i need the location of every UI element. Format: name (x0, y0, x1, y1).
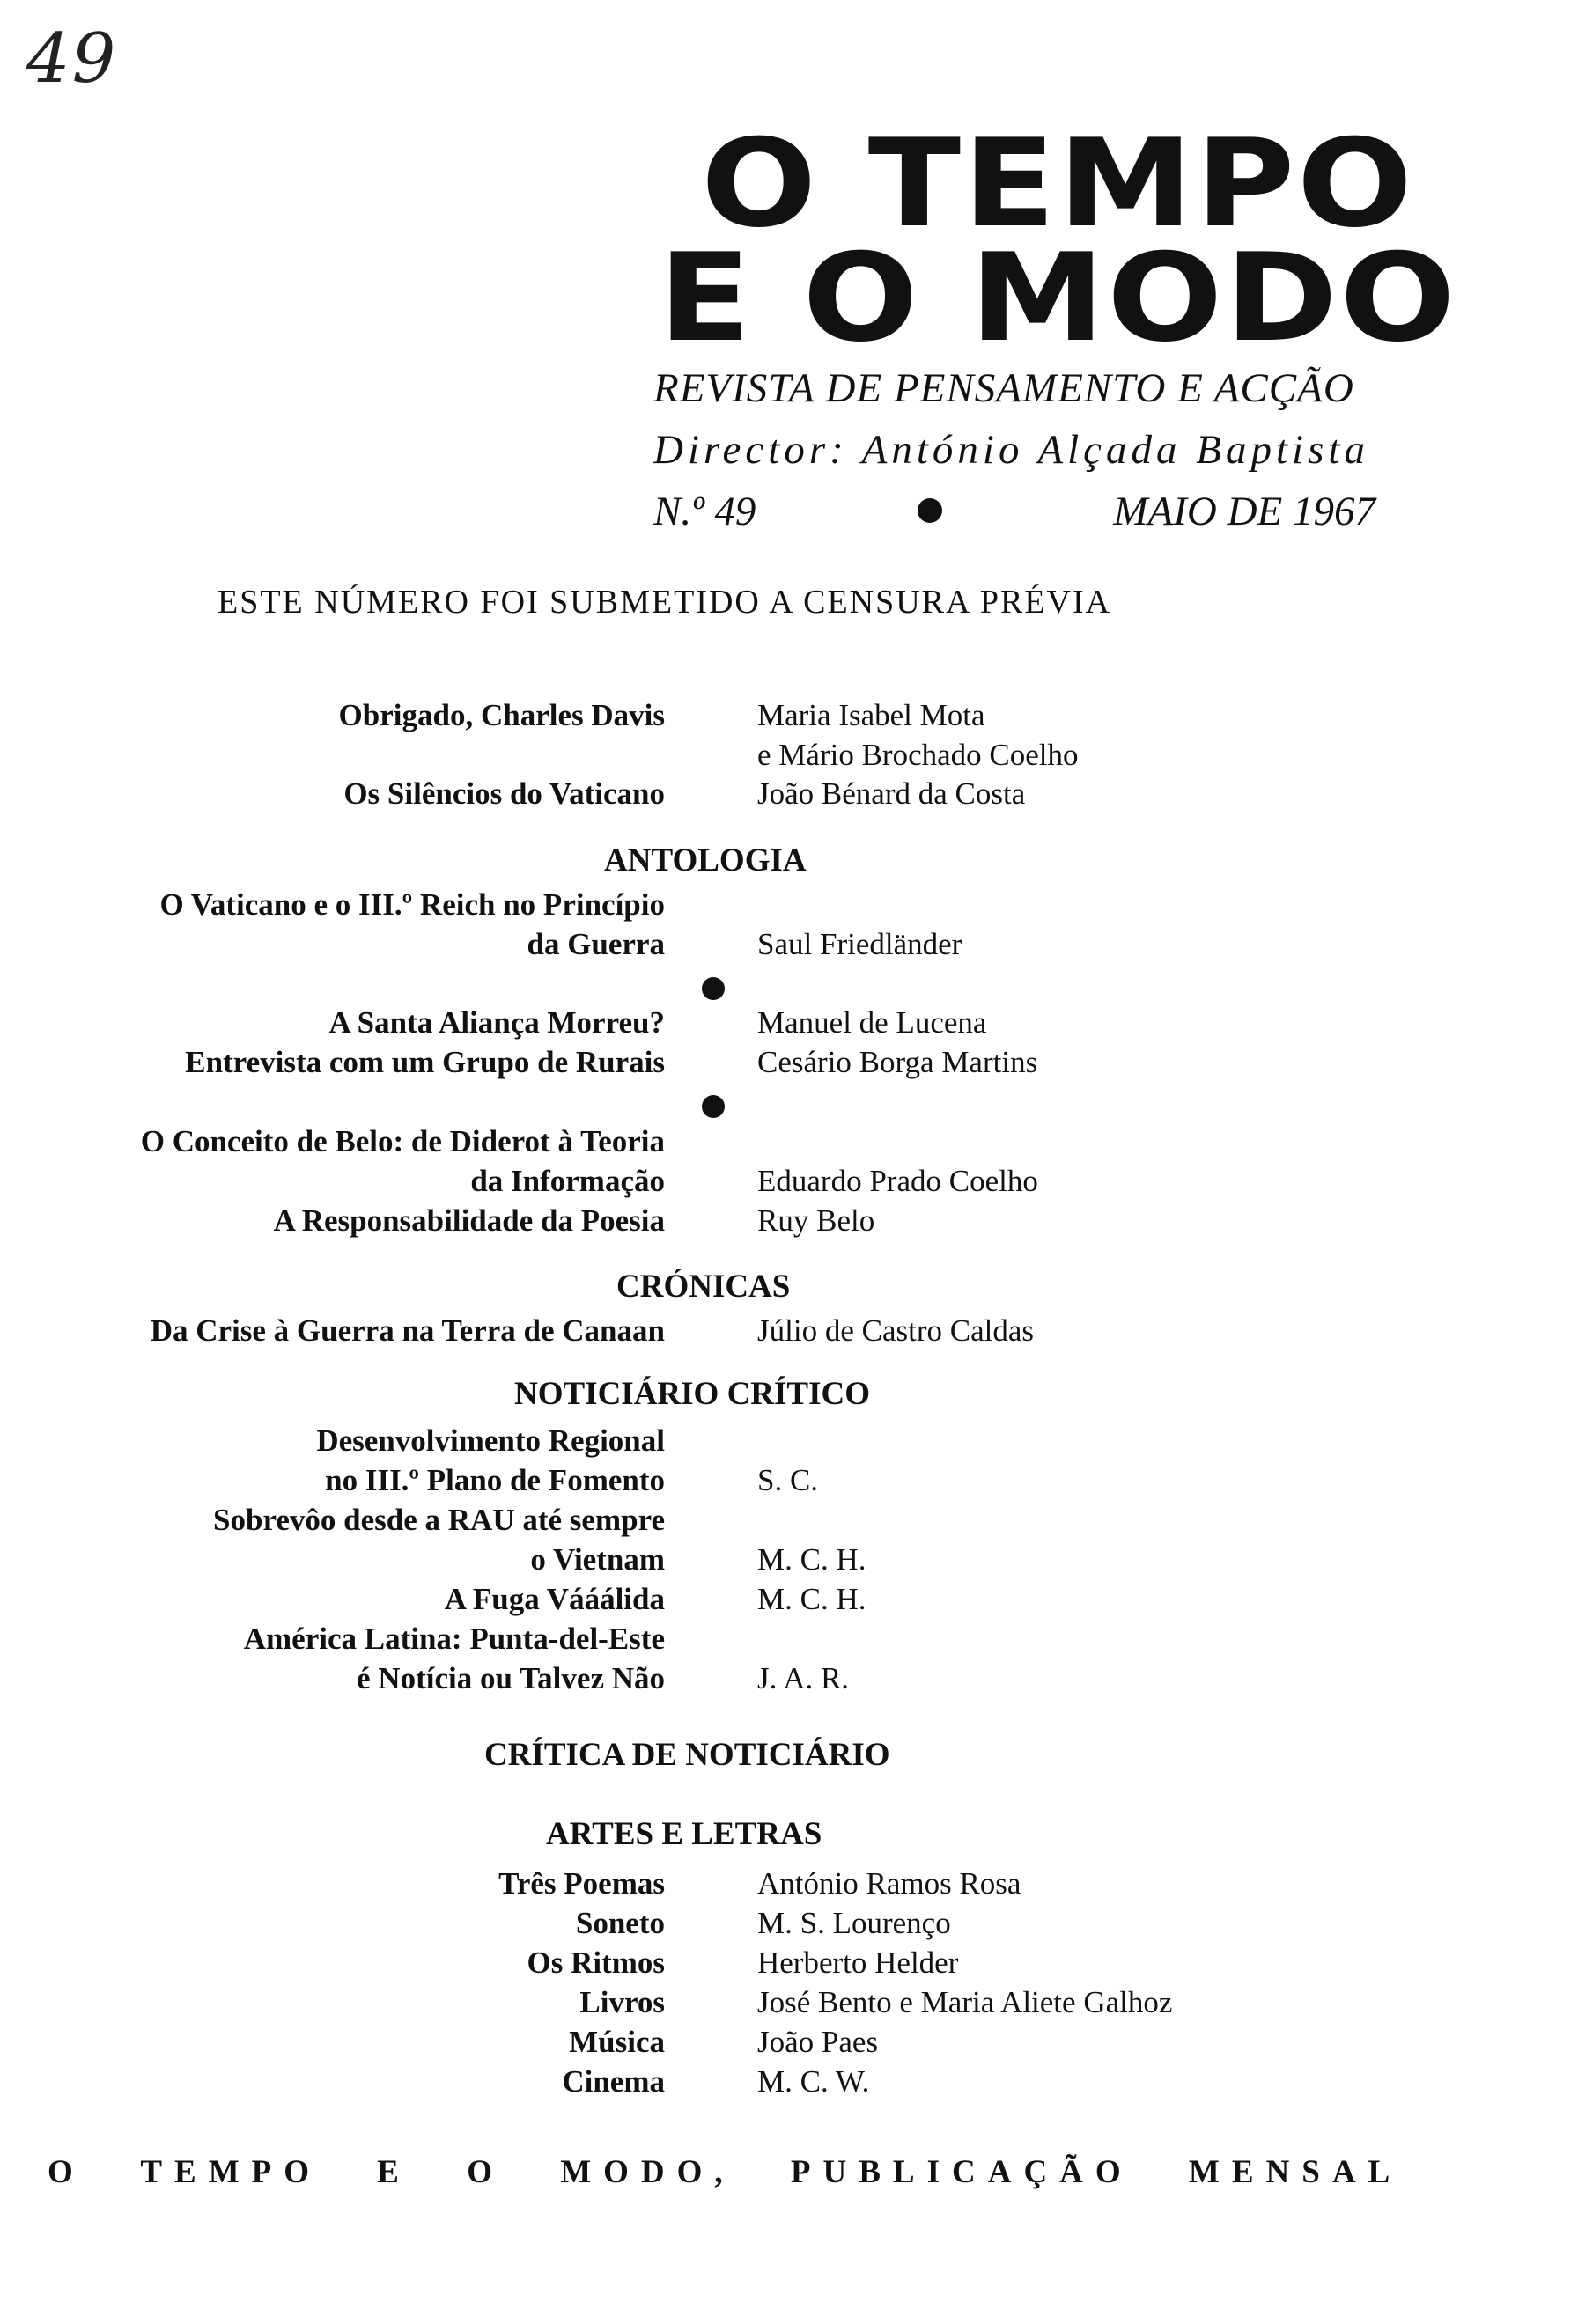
toc-title: Sobrevôo desde a RAU até sempre (213, 1503, 665, 1537)
toc-author: M. S. Lourenço (757, 1906, 951, 1940)
toc-author: Herberto Helder (757, 1945, 959, 1980)
toc-title: da Informação (470, 1164, 665, 1198)
bullet-separator (918, 498, 942, 523)
section-heading-antologia: ANTOLOGIA (604, 842, 807, 879)
publication-footer: O TEMPO E O MODO, PUBLICAÇÃO MENSAL (48, 2154, 1403, 2190)
section-heading-noticiario-critico: NOTICIÁRIO CRÍTICO (514, 1376, 870, 1412)
toc-author: e Mário Brochado Coelho (757, 738, 1079, 772)
toc-title: Cinema (562, 2064, 665, 2099)
director-line: Director: António Alçada Baptista (653, 427, 1369, 473)
toc-author: João Paes (757, 2025, 879, 2059)
toc-author: M. C. W. (757, 2064, 870, 2099)
toc-author: Saul Friedländer (757, 927, 962, 961)
section-heading-cronicas: CRÓNICAS (616, 1269, 791, 1305)
masthead-line-2: E O MODO (658, 227, 1457, 369)
toc-title: A Santa Aliança Morreu? (328, 1005, 665, 1040)
toc-author: M. C. H. (757, 1542, 866, 1577)
toc-author: Júlio de Castro Caldas (757, 1313, 1034, 1348)
toc-author: J. A. R. (757, 1661, 850, 1695)
toc-author: S. C. (757, 1463, 819, 1497)
toc-author: Maria Isabel Mota (757, 698, 985, 732)
handwritten-page-number: 49 (26, 19, 118, 99)
censorship-notice: ESTE NÚMERO FOI SUBMETIDO A CENSURA PRÉVIA (218, 584, 1112, 621)
toc-title: da Guerra (527, 927, 665, 961)
toc-title: A Responsabilidade da Poesia (273, 1203, 665, 1238)
magazine-subtitle: REVISTA DE PENSAMENTO E ACÇÃO (653, 365, 1354, 411)
issue-number: N.º 49 (653, 489, 756, 534)
toc-title: Obrigado, Charles Davis (338, 698, 665, 732)
toc-author: Ruy Belo (757, 1203, 875, 1238)
toc-title: Os Silêncios do Vaticano (343, 776, 665, 811)
toc-title: Os Ritmos (527, 1945, 665, 1980)
bullet-separator (702, 977, 725, 1000)
toc-title: o Vietnam (530, 1542, 665, 1577)
toc-author: M. C. H. (757, 1582, 866, 1616)
toc-title: Soneto (575, 1906, 665, 1940)
toc-title: A Fuga Vááálida (444, 1582, 665, 1616)
masthead-line-1: O TEMPO (701, 113, 1415, 254)
toc-author: Cesário Borga Martins (757, 1045, 1038, 1079)
toc-title: no III.º Plano de Fomento (325, 1463, 665, 1497)
toc-author: António Ramos Rosa (757, 1866, 1021, 1901)
toc-author: João Bénard da Costa (757, 776, 1026, 811)
toc-title: Música (569, 2025, 665, 2059)
toc-title: Livros (579, 1985, 665, 2019)
toc-author: Eduardo Prado Coelho (757, 1164, 1038, 1198)
section-heading-artes-e-letras: ARTES E LETRAS (546, 1816, 822, 1852)
toc-author: Manuel de Lucena (757, 1005, 987, 1040)
toc-title: América Latina: Punta-del-Este (243, 1622, 665, 1656)
toc-title: Da Crise à Guerra na Terra de Canaan (150, 1313, 665, 1348)
toc-title: é Notícia ou Talvez Não (357, 1661, 665, 1695)
toc-title: O Conceito de Belo: de Diderot à Teoria (140, 1124, 665, 1158)
toc-title: Entrevista com um Grupo de Rurais (185, 1045, 665, 1079)
toc-title: Desenvolvimento Regional (316, 1423, 665, 1458)
bullet-separator (702, 1095, 725, 1118)
toc-title: O Vaticano e o III.º Reich no Princípio (159, 887, 665, 922)
toc-title: Três Poemas (498, 1866, 665, 1901)
toc-author: José Bento e Maria Aliete Galhoz (757, 1985, 1173, 2019)
section-heading-critica-de-noticiario: CRÍTICA DE NOTICIÁRIO (484, 1737, 890, 1773)
issue-date: MAIO DE 1967 (1113, 489, 1375, 534)
